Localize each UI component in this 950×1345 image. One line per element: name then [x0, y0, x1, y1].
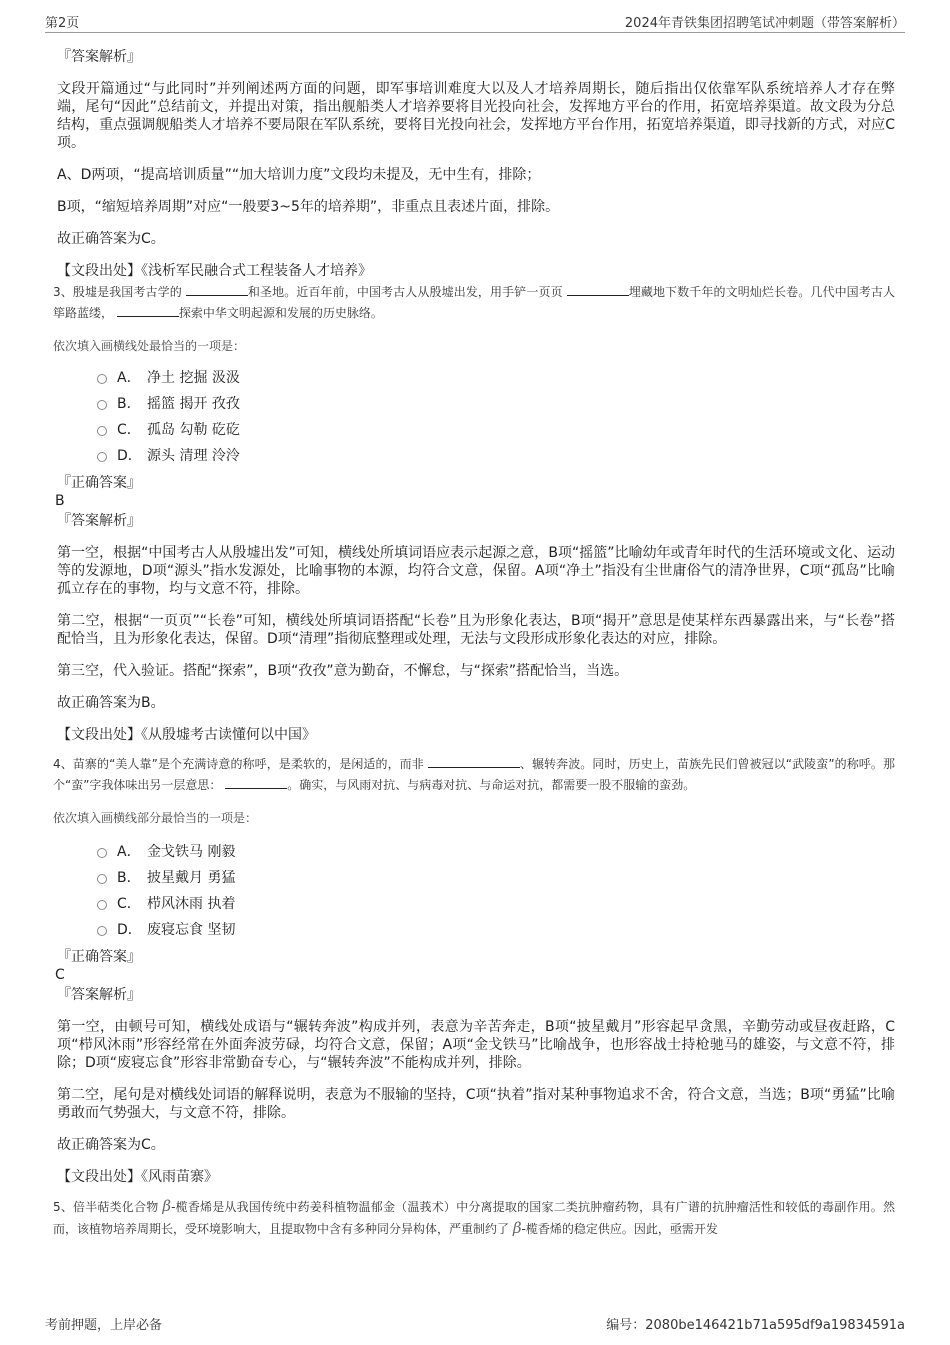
text-source: 【文段出处】《风雨苗寨》 [57, 1169, 218, 1185]
correct-answer-heading: 『正确答案』 [57, 949, 141, 965]
option-d[interactable]: D． 废寝忘食 坚韧 [97, 916, 895, 942]
document-title: 2024年青铁集团招聘笔试冲刺题（带答案解析） [624, 16, 905, 31]
text-source: 【文段出处】《从殷墟考古读懂何以中国》 [57, 727, 316, 743]
analysis-paragraph: 第二空，根据“一页页”“长卷”可知，横线处所填词语搭配“长卷”且为形象化表达，B项“揭开”意思是使某样东西暴露出来，与“长卷”搭配恰当，且为形象化表达，保留。D项“清理”指彻底整理或处理，无法与文段形成形象化表达的对应，排除。 [57, 613, 895, 647]
analysis-paragraph: A、D两项，“提高培训质量”“加大培训力度”文段均未提及，无中生有，排除； [57, 167, 541, 183]
question-4-stem: 4、苗寨的“美人靠”是个充满诗意的称呼，是柔软的，是闲适的，而非 、辗转奔波。同时，历史上，苗族先民们曾被冠以“武陵蛮”的称呼。那个“蛮”字我体味出另一层意思： 。确实，与风雨对抗、与病毒对抗、与命运对抗，都需要一股不服输的蛮劲。 [53, 757, 895, 792]
analysis-paragraph: B项，“缩短培养周期”对应“一般要3~5年的培养期”，非重点且表述片面，排除。 [57, 199, 560, 215]
question-prompt: 依次填入画横线处最恰当的一项是： [53, 339, 246, 353]
analysis-paragraph: 第一空，由顿号可知，横线处成语与“辗转奔波”构成并列，表意为辛苦奔走，B项“披星戴月”形容起早贪黑，辛勤劳动或昼夜赶路，C项“栉风沐雨”形容经常在外面奔波劳碌，均符合文意，保留；A项“金戈铁马”比喻战争，也形容战士持枪驰马的雄姿，与文意不符，排除；D项“废寝忘食”形容非常勤奋专心，与“辗转奔波”不能构成并列，排除。 [57, 1019, 895, 1071]
option-a[interactable]: A． 净土 挖掘 汲汲 [97, 364, 895, 390]
option-d[interactable]: D． 源头 清理 泠泠 [97, 442, 895, 468]
radio-button[interactable] [97, 426, 107, 436]
correct-answer: C [55, 967, 65, 983]
analysis-heading: 『答案解析』 [57, 987, 141, 1003]
option-b[interactable]: B． 披星戴月 勇猛 [97, 864, 895, 890]
correct-answer-heading: 『正确答案』 [57, 475, 141, 491]
question-3-stem: 3、殷墟是我国考古学的 和圣地。近百年前，中国考古人从殷墟出发，用手铲一页页 埋藏地下数千年的文明灿烂长卷。几代中国考古人筚路蓝缕， 探索中华文明起源和发展的历史脉络。 [53, 285, 895, 320]
analysis-paragraph: 第二空，尾句是对横线处词语的解释说明，表意为不服输的坚持，C项“执着”指对某种事物追求不舍，符合文意，当选；B项“勇猛”比喻勇敢而气势强大，与文意不符，排除。 [57, 1087, 895, 1121]
correct-answer: B [55, 493, 65, 509]
answer-conclusion: 故正确答案为C。 [57, 1137, 165, 1153]
option-a[interactable]: A． 金戈铁马 刚毅 [97, 838, 895, 864]
answer-conclusion: 故正确答案为B。 [57, 695, 165, 711]
question-4-options [57, 838, 895, 942]
radio-button[interactable] [97, 374, 107, 384]
fill-blank [428, 756, 520, 768]
analysis-heading: 『答案解析』 [57, 49, 141, 65]
header-divider [45, 32, 905, 33]
text-source: 【文段出处】《浅析军民融合式工程装备人才培养》 [57, 263, 372, 279]
fill-blank [225, 777, 287, 789]
radio-button[interactable] [97, 874, 107, 884]
fill-blank [186, 284, 248, 296]
footer-slogan: 考前押题，上岸必备 [45, 1318, 163, 1333]
answer-conclusion: 故正确答案为C。 [57, 231, 165, 247]
fill-blank [567, 284, 629, 296]
question-prompt: 依次填入画横线部分最恰当的一项是： [53, 811, 258, 825]
beta-symbol: β [512, 1219, 522, 1237]
radio-button[interactable] [97, 848, 107, 858]
analysis-paragraph: 文段开篇通过“与此同时”并列阐述两方面的问题，即军事培训难度大以及人才培养周期长，随后指出仅依靠军队系统培养人才存在弊端，尾句“因此”总结前文，并提出对策，指出舰船类人才培养要将目光投向社会，发挥地方平台的作用，拓宽培养渠道。故文段为分总结构，重点强调舰船类人才培养不要局限在军队系统，要将目光投向社会，发挥地方平台作用，拓宽培养渠道，即寻找新的方式，对应C项。 [57, 81, 895, 151]
analysis-paragraph: 第一空，根据“中国考古人从殷墟出发”可知，横线处所填词语应表示起源之意，B项“摇篮”比喻幼年或青年时代的生活环境或文化、运动等的发源地，D项“源头”指水发源处，比喻事物的本源，均符合文意，保留。A项“净土”指没有尘世庸俗气的清净世界，C项“孤岛”比喻孤立存在的事物，均与文意不符，排除。 [57, 545, 895, 597]
page-number: 第2页 [45, 16, 80, 31]
question-3-options [57, 364, 895, 468]
document-id: 编号：2080be146421b71a595df9a19834591a [606, 1318, 905, 1333]
document-body [53, 46, 895, 1240]
question-5-stem: 5、倍半萜类化合物 β-榄香烯是从我国传统中药姜科植物温郁金（温莪术）中分离提取的国家二类抗肿瘤药物，具有广谱的抗肿瘤活性和较低的毒副作用。然而，该植物培养周期长，受环境影响大，且提取物中含有多种同分异构体，严重制约了 β-榄香烯的稳定供应。因此，亟需开发 [53, 1197, 895, 1237]
fill-blank [117, 305, 179, 317]
analysis-heading: 『答案解析』 [57, 513, 141, 529]
beta-symbol: β [162, 1197, 172, 1215]
option-c[interactable]: C． 栉风沐雨 执着 [97, 890, 895, 916]
radio-button[interactable] [97, 452, 107, 462]
option-c[interactable]: C． 孤岛 勾勒 矻矻 [97, 416, 895, 442]
radio-button[interactable] [97, 926, 107, 936]
option-b[interactable]: B． 摇篮 揭开 孜孜 [97, 390, 895, 416]
radio-button[interactable] [97, 400, 107, 410]
analysis-paragraph: 第三空，代入验证。搭配“探索”，B项“孜孜”意为勤奋，不懈怠，与“探索”搭配恰当，当选。 [57, 663, 629, 679]
radio-button[interactable] [97, 900, 107, 910]
